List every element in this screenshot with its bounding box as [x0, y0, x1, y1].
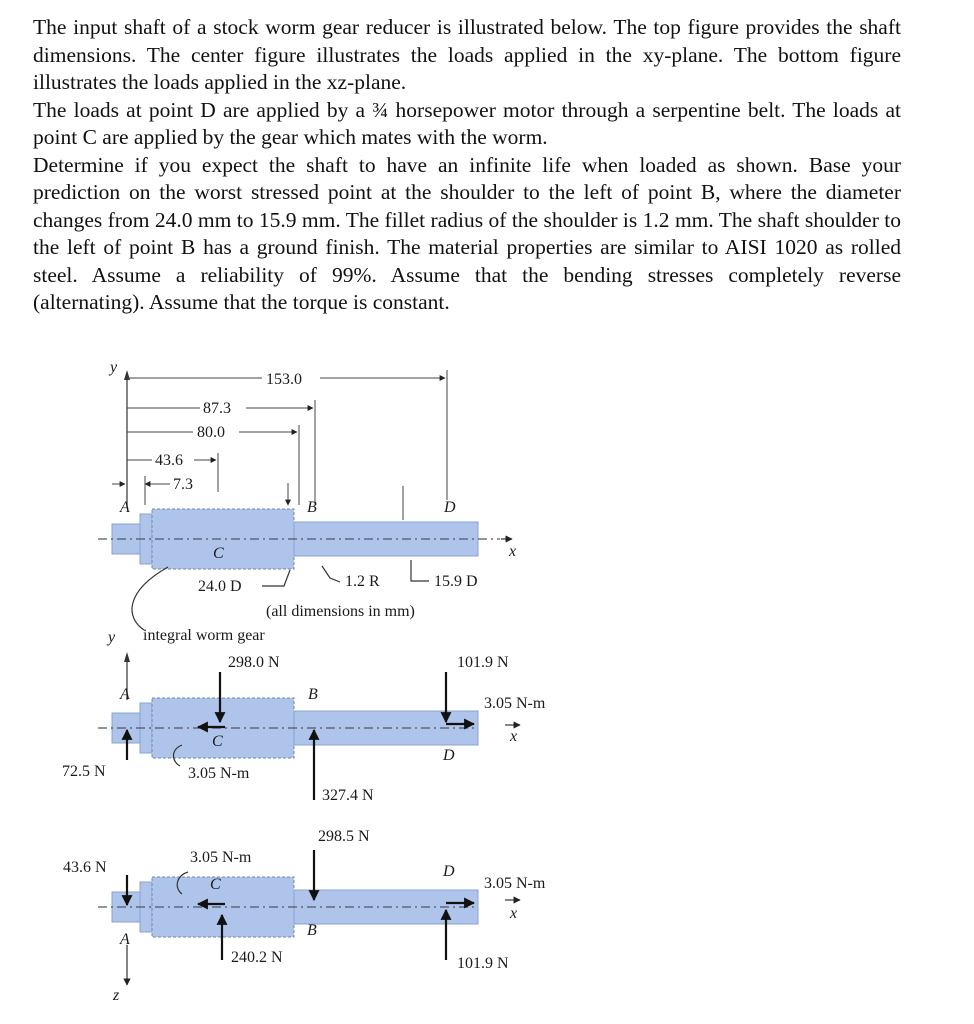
top-point-c: C	[213, 545, 224, 562]
paragraph-task: Determine if you expect the shaft to have an infinite life when loaded as shown. Base your prediction on the worst stressed point at the shoulder to the left of point B, where the diameter changes from 24.0 mm to 15.9 mm. The fillet radius of the shoulder is 1.2 mm. The shaft shoulder to the left of point B has a ground finish. The material properties are similar to AISI 1020 as rolled steel. Assume a reliability of 99%. Assume that the bending stresses completely reverse (alternating). Assume that the torque is constant.	[33, 152, 901, 314]
dimensions-note: (all dimensions in mm)	[266, 603, 415, 620]
dim-7-label: 7.3	[173, 476, 193, 493]
mid-axis-x-label: x	[510, 728, 518, 745]
top-shaft	[98, 509, 512, 569]
top-point-d: D	[444, 499, 456, 516]
diameter-24-label: 24.0 D	[198, 578, 242, 595]
top-point-a: A	[120, 499, 130, 516]
mid-torque-right-label: 3.05 N-m	[484, 695, 546, 712]
mid-point-a: A	[120, 686, 130, 703]
bot-torque-left-label: 3.05 N-m	[190, 849, 252, 866]
bot-point-d: D	[443, 863, 455, 880]
bot-axis-z-label: z	[113, 987, 120, 1004]
dim-80-label: 80.0	[197, 424, 225, 441]
mid-force-298-label: 298.0 N	[228, 654, 280, 671]
mid-reaction-b-label: 327.4 N	[322, 787, 374, 804]
dim-153-label: 153.0	[266, 371, 302, 388]
mid-shaft	[98, 698, 478, 758]
diameter-24-leader	[262, 570, 290, 586]
worm-gear-label: integral worm gear	[143, 627, 265, 644]
bot-point-b: B	[307, 922, 317, 939]
top-axis-x-label: x	[509, 543, 517, 560]
mid-point-c: C	[212, 733, 223, 750]
bot-force-436-label: 43.6 N	[63, 859, 107, 876]
bot-force-2985-label: 298.5 N	[318, 828, 370, 845]
mid-reaction-a-label: 72.5 N	[62, 763, 106, 780]
paragraph-loads: The loads at point D are applied by a ¾ horsepower motor through a serpentine belt. The loads at point C are applied by the gear which mates with the worm.	[33, 97, 901, 149]
figure-top-dimensions	[98, 359, 516, 644]
mid-axis-y-label: y	[108, 629, 116, 646]
figure-mid-xy-loads	[62, 629, 546, 804]
diameter-159-leader	[411, 560, 429, 581]
dim-87-label: 87.3	[203, 400, 231, 417]
top-axis-y-label: y	[110, 359, 118, 376]
bot-torque-right-label: 3.05 N-m	[484, 875, 546, 892]
bot-axis-x-label: x	[510, 905, 518, 922]
mid-point-d: D	[443, 747, 455, 764]
mid-y-axis-arrowhead	[124, 652, 130, 662]
dim-43-label: 43.6	[155, 452, 183, 469]
paragraph-intro: The input shaft of a stock worm gear reducer is illustrated below. The top figure provides the shaft dimensions. The center figure illustrates the loads applied in the xy-plane. The bottom figure illustrates the loads applied in the xz-plane.	[33, 15, 901, 94]
fillet-radius-label: 1.2 R	[345, 573, 380, 590]
bot-force-1019-label: 101.9 N	[457, 955, 509, 972]
fillet-radius-leader	[322, 566, 340, 582]
bot-shaft	[98, 877, 478, 937]
bot-point-a: A	[120, 931, 130, 948]
mid-torque-left-label: 3.05 N-m	[188, 765, 250, 782]
mid-force-1019-label: 101.9 N	[457, 654, 509, 671]
mid-point-b: B	[308, 686, 318, 703]
bot-force-2402-label: 240.2 N	[231, 949, 283, 966]
diameter-159-label: 15.9 D	[434, 573, 478, 590]
worm-gear-leader	[132, 567, 168, 630]
figure-bot-xz-loads	[63, 828, 546, 1004]
bot-point-c: C	[210, 876, 221, 893]
top-point-b: B	[307, 499, 317, 516]
